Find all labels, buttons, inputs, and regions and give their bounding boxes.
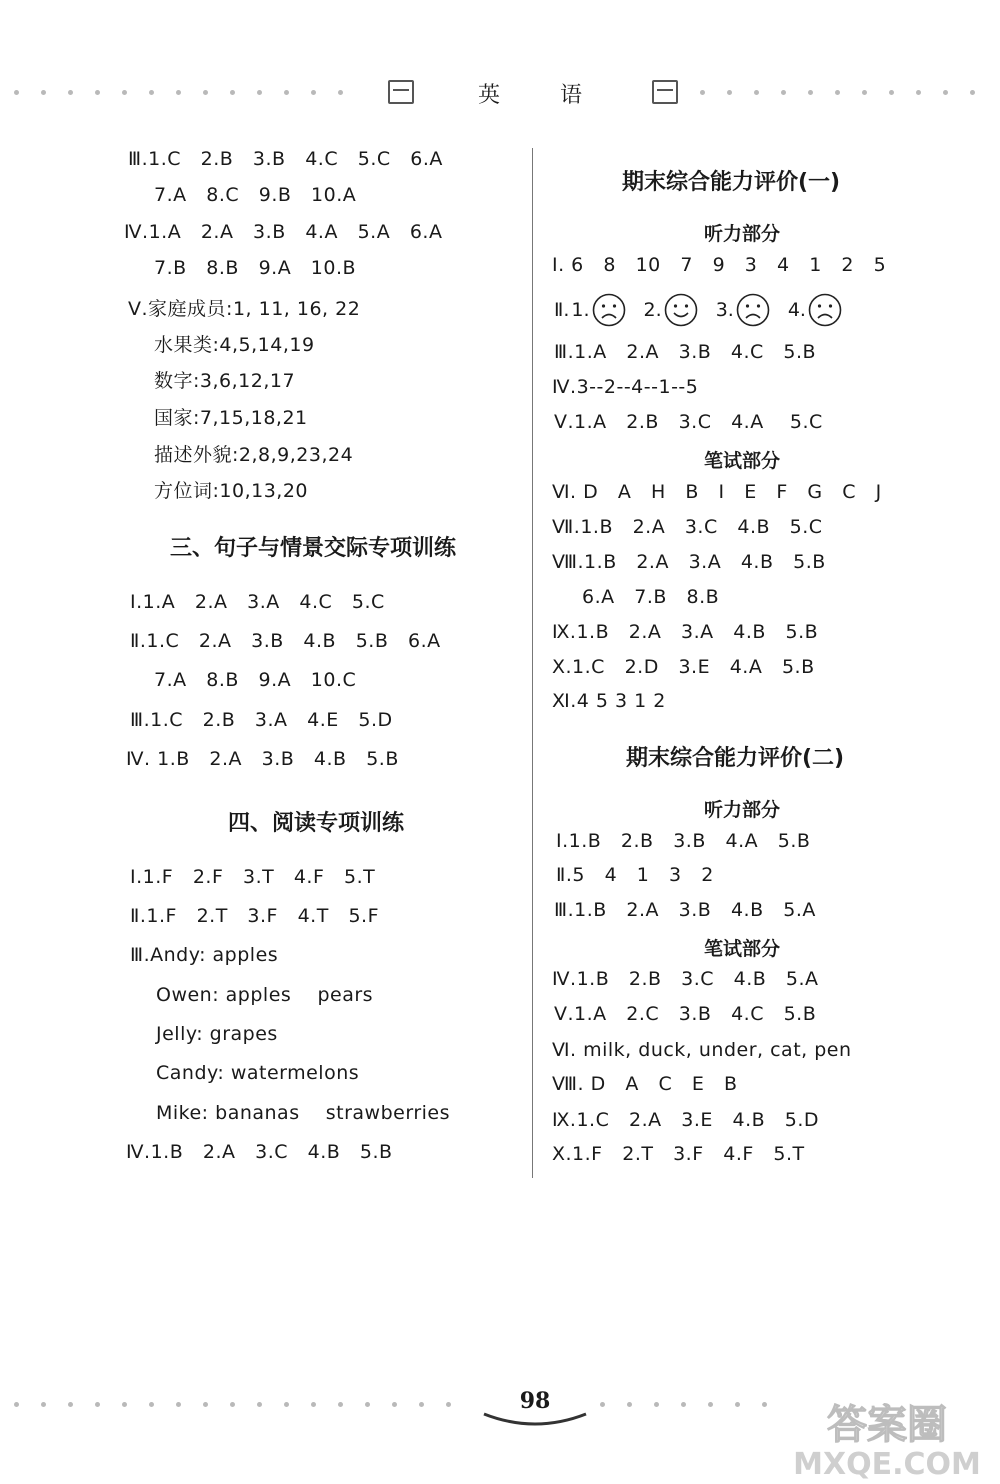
rule-dot <box>808 90 813 95</box>
column-divider <box>532 148 533 1178</box>
rule-dot <box>149 1402 154 1407</box>
answer-line: 6.A 7.B 8.B <box>582 586 720 608</box>
rule-dot <box>392 1402 397 1407</box>
answer-line: Ⅹ.1.C 2.D 3.E 4.A 5.B <box>552 656 815 678</box>
watermark-logo <box>782 1390 992 1480</box>
rule-dot <box>203 90 208 95</box>
rule-dot <box>203 1402 208 1407</box>
answer-line: Ⅱ.5 4 1 3 2 <box>556 864 714 886</box>
answer-line: Ⅵ. milk, duck, under, cat, pen <box>552 1039 852 1061</box>
face-answer-label: 2. <box>643 299 662 321</box>
answer-line: Ⅲ.1.C 2.B 3.A 4.E 5.D <box>130 709 393 731</box>
header-book-icon-right <box>652 80 678 104</box>
rule-dot <box>176 1402 181 1407</box>
face-row-prefix: Ⅱ. <box>554 299 570 321</box>
answer-line: Ⅱ.1.F 2.T 3.F 4.T 5.F <box>130 905 380 927</box>
answer-line: Ⅴ.1.A 2.C 3.B 4.C 5.B <box>554 1003 817 1025</box>
answer-line: Ⅰ.1.F 2.F 3.T 4.F 5.T <box>130 866 376 888</box>
rule-dot <box>727 90 732 95</box>
face-answer-label: 4. <box>787 299 806 321</box>
rule-dot <box>311 90 316 95</box>
face-answer-label: 1. <box>571 299 590 321</box>
answer-line: 水果类:4,5,14,19 <box>154 334 315 356</box>
rule-dot <box>257 90 262 95</box>
rule-dot <box>700 90 705 95</box>
answer-line: Ⅲ.1.B 2.A 3.B 4.B 5.A <box>554 899 816 921</box>
answer-line: Ⅳ.1.B 2.B 3.C 4.B 5.A <box>552 968 819 990</box>
rule-dot <box>708 1402 713 1407</box>
rule-dot <box>889 90 894 95</box>
answer-line: Ⅰ.1.A 2.A 3.A 4.C 5.C <box>130 591 385 613</box>
answer-line: Ⅰ. 6 8 10 7 9 3 4 1 2 5 <box>552 254 887 276</box>
rule-dot <box>284 1402 289 1407</box>
face-answer-row <box>554 290 860 330</box>
face-answer-item <box>571 293 625 327</box>
answer-line: Ⅱ.1.C 2.A 3.B 4.B 5.B 6.A <box>130 630 441 652</box>
eval-2-title: 期末综合能力评价(二) <box>626 746 845 771</box>
answer-line: 7.B 8.B 9.A 10.B <box>154 257 357 279</box>
rule-dot <box>149 90 154 95</box>
rule-dot <box>95 1402 100 1407</box>
listening-label: 听力部分 <box>704 223 781 245</box>
answer-line: 描述外貌:2,8,9,23,24 <box>154 444 354 466</box>
rule-dot <box>41 1402 46 1407</box>
svg-text:答案圈: 答案圈 <box>827 1402 947 1448</box>
sad-face-icon <box>592 293 626 327</box>
rule-dot <box>338 90 343 95</box>
watermark-site-text: MXQE.COM <box>793 1447 981 1480</box>
header-subject-char-2: 语 <box>560 83 583 108</box>
answer-line: Ⅷ.1.B 2.A 3.A 4.B 5.B <box>552 551 826 573</box>
face-answer-item <box>644 293 698 327</box>
sad-face-icon <box>736 293 770 327</box>
face-answer-label: 3. <box>715 299 734 321</box>
answer-line: Ⅳ.1.B 2.A 3.C 4.B 5.B <box>126 1141 393 1163</box>
rule-dot <box>754 90 759 95</box>
face-answer-item <box>788 293 842 327</box>
answer-line: Candy: watermelons <box>156 1062 360 1084</box>
rule-dot <box>600 1402 605 1407</box>
rule-dot <box>14 1402 19 1407</box>
writing-label: 笔试部分 <box>704 450 781 472</box>
answer-line: Ⅵ. D A H B I E F G C J <box>552 481 882 503</box>
rule-dot <box>735 1402 740 1407</box>
answer-line: Ⅴ.家庭成员:1, 11, 16, 22 <box>128 298 361 320</box>
answer-line: 方位词:10,13,20 <box>154 480 309 502</box>
rule-dot <box>365 1402 370 1407</box>
rule-dot <box>681 1402 686 1407</box>
rule-dot <box>95 90 100 95</box>
answer-line: Ⅷ. D A C E B <box>552 1073 738 1095</box>
answer-line: Ⅲ.1.C 2.B 3.B 4.C 5.C 6.A <box>128 148 443 170</box>
answer-line: Ⅴ.1.A 2.B 3.C 4.A 5.C <box>554 411 823 433</box>
eval-1-title: 期末综合能力评价(一) <box>622 170 841 195</box>
writing-label: 笔试部分 <box>704 938 781 960</box>
answer-line: 7.A 8.B 9.A 10.C <box>154 669 357 691</box>
answer-line: Ⅲ.1.A 2.A 3.B 4.C 5.B <box>554 341 817 363</box>
answer-line: Mike: bananas strawberries <box>156 1102 451 1124</box>
listening-label: 听力部分 <box>704 799 781 821</box>
rule-dot <box>338 1402 343 1407</box>
header-subject-char-1: 英 <box>478 83 501 108</box>
header-book-icon <box>388 80 414 104</box>
rule-dot <box>68 1402 73 1407</box>
answer-line: Ⅸ.1.C 2.A 3.E 4.B 5.D <box>552 1109 820 1131</box>
rule-dot <box>68 90 73 95</box>
answer-line: Owen: apples pears <box>156 984 374 1006</box>
rule-dot <box>762 1402 767 1407</box>
answer-line: Ⅲ.Andy: apples <box>130 944 279 966</box>
rule-dot <box>257 1402 262 1407</box>
answer-line: Ⅸ.1.B 2.A 3.A 4.B 5.B <box>552 621 819 643</box>
rule-dot <box>284 90 289 95</box>
rule-dot <box>41 90 46 95</box>
answer-line: Ⅰ.1.B 2.B 3.B 4.A 5.B <box>556 830 811 852</box>
section-title: 三、句子与情景交际专项训练 <box>170 536 457 561</box>
answer-line: Ⅹ.1.F 2.T 3.F 4.F 5.T <box>552 1143 805 1165</box>
rule-dot <box>943 90 948 95</box>
answer-line: 国家:7,15,18,21 <box>154 407 308 429</box>
answer-line: Ⅳ.1.A 2.A 3.B 4.A 5.A 6.A <box>124 221 443 243</box>
answer-line: Jelly: grapes <box>156 1023 278 1045</box>
rule-dot <box>446 1402 451 1407</box>
rule-dot <box>419 1402 424 1407</box>
answer-line: Ⅳ.3--2--4--1--5 <box>552 376 699 398</box>
answer-line: 7.A 8.C 9.B 10.A <box>154 184 357 206</box>
rule-dot <box>176 90 181 95</box>
rule-dot <box>14 90 19 95</box>
rule-dot <box>230 1402 235 1407</box>
rule-dot <box>970 90 975 95</box>
face-answer-item <box>716 293 770 327</box>
rule-dot <box>654 1402 659 1407</box>
section-title: 四、阅读专项训练 <box>228 811 405 836</box>
rule-dot <box>627 1402 632 1407</box>
rule-dot <box>122 90 127 95</box>
answer-line: Ⅶ.1.B 2.A 3.C 4.B 5.C <box>552 516 823 538</box>
answer-line: Ⅺ.4 5 3 1 2 <box>552 690 666 712</box>
rule-dot <box>122 1402 127 1407</box>
rule-dot <box>230 90 235 95</box>
rule-dot <box>862 90 867 95</box>
answer-line: Ⅳ. 1.B 2.A 3.B 4.B 5.B <box>126 748 399 770</box>
smiling-face-icon <box>664 293 698 327</box>
page-number-swoosh <box>480 1410 590 1428</box>
sad-face-icon <box>808 293 842 327</box>
page-number: 98 <box>519 1388 551 1414</box>
rule-dot <box>781 90 786 95</box>
rule-dot <box>835 90 840 95</box>
answer-line: 数字:3,6,12,17 <box>154 370 296 392</box>
rule-dot <box>916 90 921 95</box>
rule-dot <box>311 1402 316 1407</box>
